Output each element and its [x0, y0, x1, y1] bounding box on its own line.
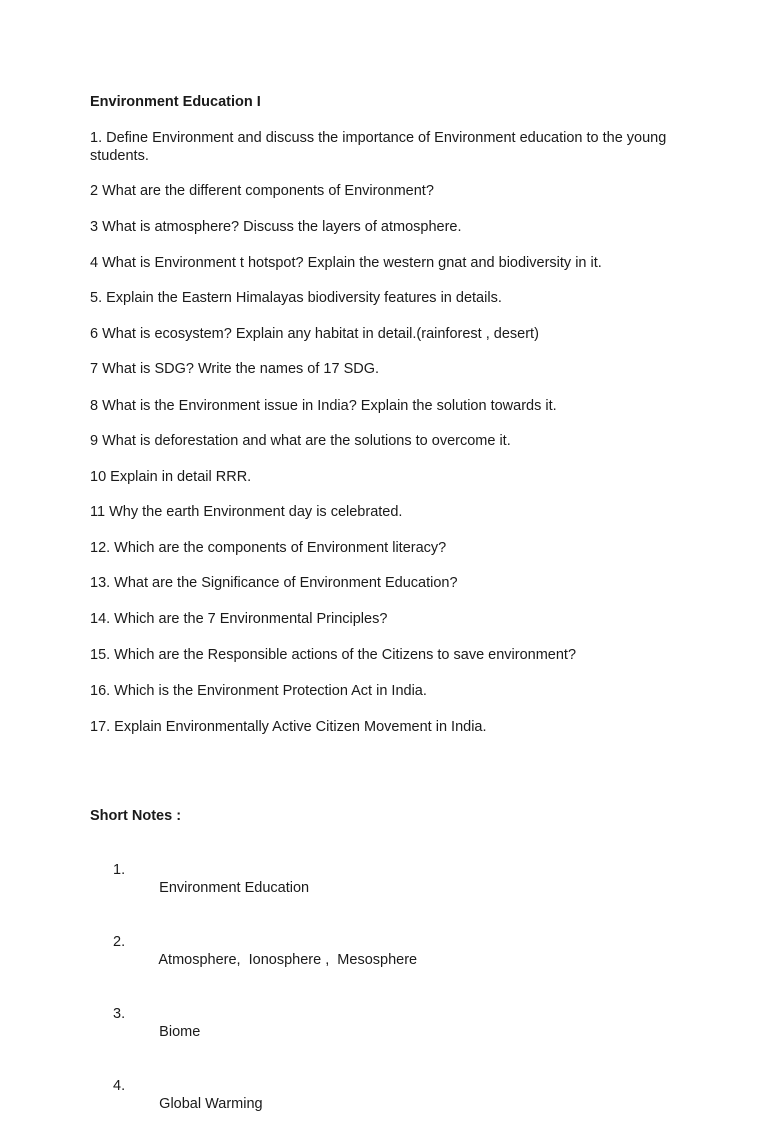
- question-13: 13. What are the Significance of Environment Education?: [90, 575, 458, 591]
- short-notes-heading: Short Notes :: [90, 808, 182, 824]
- short-note-item: [90, 915, 417, 987]
- question-14: 14. Which are the 7 Environmental Principles?: [90, 611, 388, 627]
- short-notes-list: [90, 843, 417, 1131]
- question-8: 8 What is the Environment issue in India? Explain the solution towards it.: [90, 398, 557, 414]
- question-11: 11 Why the earth Environment day is celebrated.: [90, 504, 403, 520]
- question-3: 3 What is atmosphere? Discuss the layers of atmosphere.: [90, 219, 462, 235]
- question-15: 15. Which are the Responsible actions of the Citizens to save environment?: [90, 647, 577, 663]
- short-note-item: [90, 843, 417, 915]
- short-note-text: Environment Education: [159, 880, 310, 896]
- short-note-number: 4.: [113, 1078, 126, 1094]
- question-17: 17. Explain Environmentally Active Citizen Movement in India.: [90, 719, 487, 735]
- document-title: Environment Education I: [90, 94, 261, 110]
- question-2: 2 What are the different components of Environment?: [90, 183, 434, 199]
- question-6: 6 What is ecosystem? Explain any habitat in detail.(rainforest , desert): [90, 326, 539, 342]
- question-12: 12. Which are the components of Environment literacy?: [90, 540, 447, 556]
- short-note-text: Biome: [159, 1024, 201, 1040]
- question-16: 16. Which is the Environment Protection Act in India.: [90, 683, 427, 699]
- short-note-text: Global Warming: [159, 1096, 263, 1112]
- short-note-number: 2.: [113, 934, 126, 950]
- short-note-text: Atmosphere, Ionosphere , Mesosphere: [158, 952, 418, 968]
- short-note-number: 1.: [113, 862, 126, 878]
- question-1: 1. Define Environment and discuss the importance of Environment education to the young students.: [90, 130, 667, 164]
- question-9: 9 What is deforestation and what are the solutions to overcome it.: [90, 433, 511, 449]
- question-7: 7 What is SDG? Write the names of 17 SDG.: [90, 361, 380, 377]
- short-note-item: [90, 987, 417, 1059]
- short-note-item: [90, 1059, 417, 1131]
- short-note-number: 3.: [113, 1006, 126, 1022]
- question-5: 5. Explain the Eastern Himalayas biodiversity features in details.: [90, 290, 502, 306]
- question-10: 10 Explain in detail RRR.: [90, 469, 252, 485]
- question-4: 4 What is Environment t hotspot? Explain the western gnat and biodiversity in it.: [90, 255, 602, 271]
